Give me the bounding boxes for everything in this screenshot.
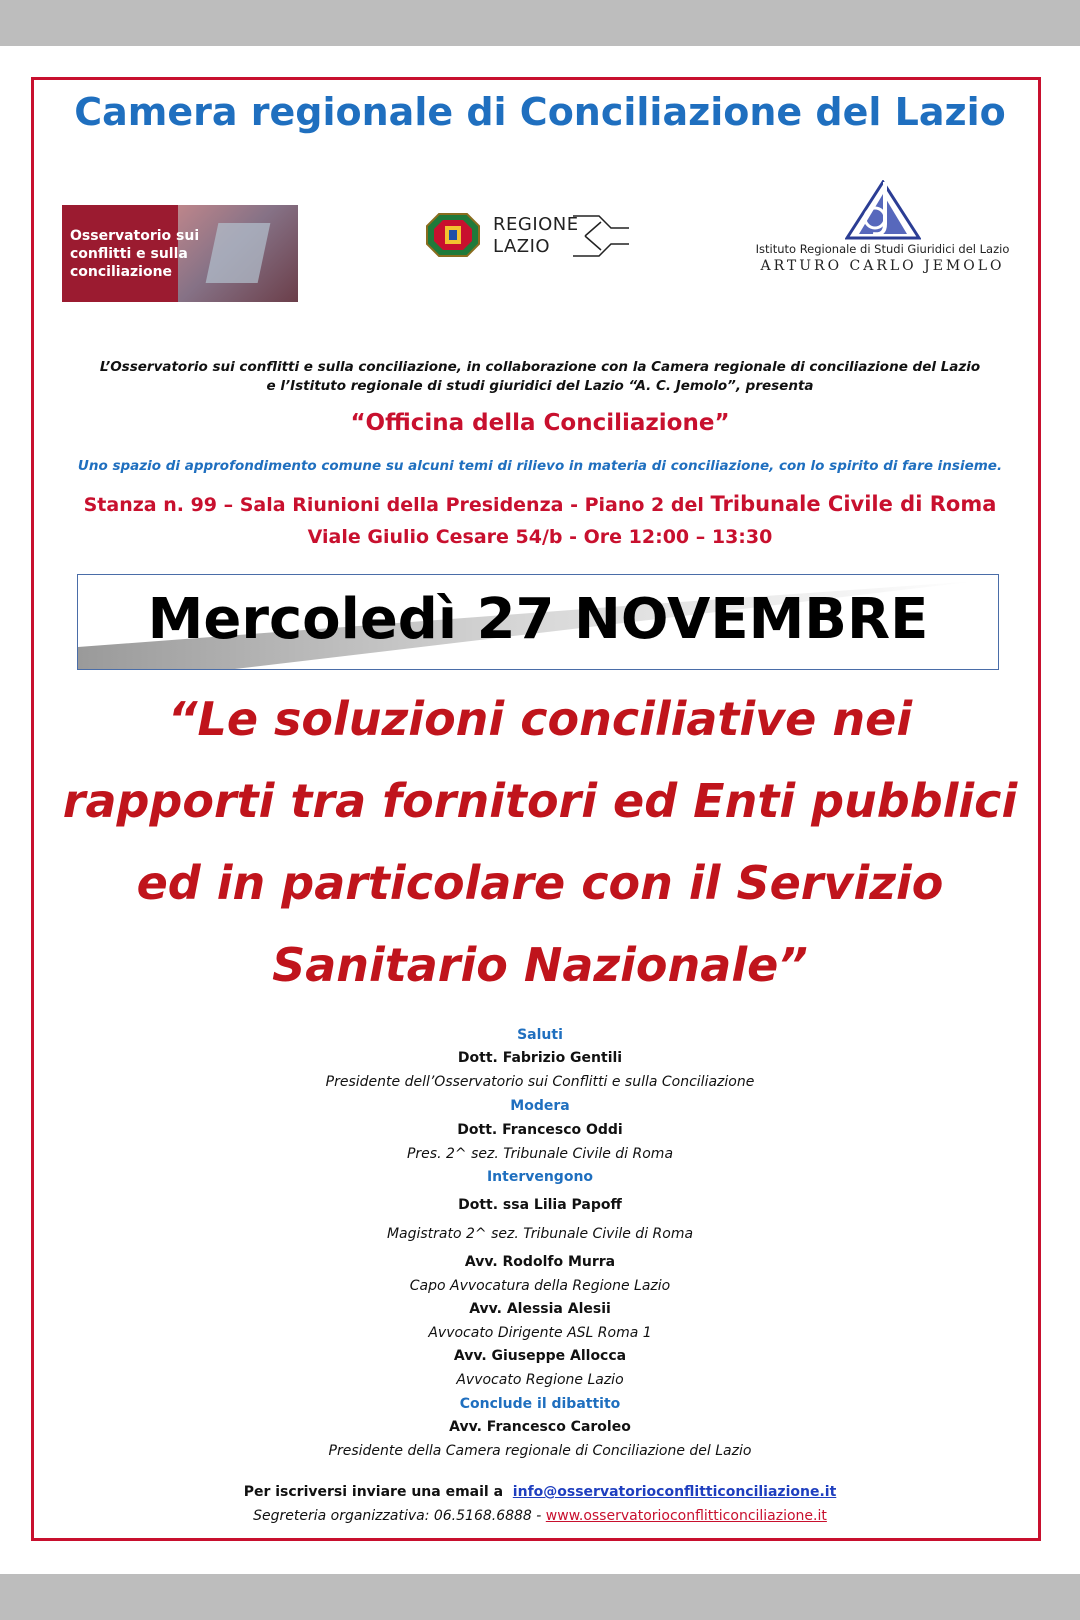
regione-logo-line1: REGIONE bbox=[493, 214, 579, 235]
istituto-logo-line1: Istituto Regionale di Studi Giuridici del Lazio bbox=[755, 242, 1010, 256]
program-speaker: Dott. Francesco Oddi bbox=[457, 1122, 623, 1138]
program-speaker: Avv. Giuseppe Allocca bbox=[453, 1348, 627, 1364]
page-title: Camera regionale di Conciliazione del Lazio bbox=[74, 90, 1006, 134]
program-speaker-title: Avvocato Dirigente ASL Roma 1 bbox=[428, 1325, 652, 1341]
event-location: Stanza n. 99 – Sala Riunioni della Presidenza - Piano 2 del Tribunale Civile di Roma bbox=[83, 492, 997, 516]
istituto-jemolo-logo bbox=[745, 180, 1020, 280]
topic-line: “Le soluzioni conciliative nei bbox=[167, 692, 913, 746]
program-role: Saluti bbox=[517, 1027, 563, 1043]
program-speaker-title: Presidente della Camera regionale di Conciliazione del Lazio bbox=[328, 1443, 752, 1459]
intro-text: L’Osservatorio sui conflitti e sulla conciliazione, in collaborazione con la Camera regionale di conciliazione del Lazio e l’Istituto regionale di studi giuridici del Lazio “A. C. Jemolo”, presenta bbox=[99, 359, 981, 394]
email-link[interactable]: info@osservatorioconflitticonciliazione.it bbox=[512, 1484, 837, 1500]
regione-logo-lines-icon bbox=[571, 214, 631, 258]
program-role: Modera bbox=[510, 1098, 570, 1114]
topic-line: rapporti tra fornitori ed Enti pubblici bbox=[62, 774, 1018, 828]
program-speaker-title: Pres. 2^ sez. Tribunale Civile di Roma bbox=[406, 1146, 674, 1162]
program-role: Intervengono bbox=[486, 1169, 594, 1185]
topic-line: Sanitario Nazionale” bbox=[272, 938, 808, 992]
istituto-logo-line2: ARTURO CARLO JEMOLO bbox=[760, 258, 1005, 274]
istituto-mark-icon bbox=[845, 180, 921, 240]
event-date: Mercoledì 27 NOVEMBRE bbox=[147, 587, 929, 652]
secretary-line: Segreteria organizzativa: 06.5168.6888 - www.osservatorioconflitticonciliazione.it bbox=[253, 1508, 827, 1524]
regione-crest-icon bbox=[425, 212, 481, 258]
regione-logo-line2: LAZIO bbox=[493, 236, 551, 257]
regione-lazio-logo bbox=[425, 210, 655, 270]
program-speaker: Dott. Fabrizio Gentili bbox=[457, 1050, 623, 1066]
date-banner bbox=[77, 574, 999, 670]
program-speaker: Avv. Alessia Alesii bbox=[469, 1301, 611, 1317]
program-speaker: Dott. ssa Lilia Papoff bbox=[458, 1197, 622, 1213]
program-speaker-title: Avvocato Regione Lazio bbox=[456, 1372, 624, 1388]
program-speaker: Avv. Rodolfo Murra bbox=[464, 1254, 616, 1270]
program-speaker-title: Magistrato 2^ sez. Tribunale Civile di Roma bbox=[386, 1226, 694, 1242]
event-tagline: Uno spazio di approfondimento comune su alcuni temi di rilievo in materia di conciliazione, con lo spirito di fare insieme. bbox=[77, 458, 1003, 474]
osservatorio-logo-text: Osservatorio sui conflitti e sulla conciliazione bbox=[70, 228, 200, 280]
osservatorio-logo bbox=[62, 205, 298, 302]
signup-line: Per iscriversi inviare una email a info@osservatorioconflitticonciliazione.it bbox=[243, 1484, 837, 1500]
program-role: Conclude il dibattito bbox=[459, 1396, 621, 1412]
program-speaker: Avv. Francesco Caroleo bbox=[449, 1419, 631, 1435]
website-link[interactable]: www.osservatorioconflitticonciliazione.it bbox=[545, 1508, 827, 1524]
program-speaker-title: Presidente dell’Osservatorio sui Conflitti e sulla Conciliazione bbox=[325, 1074, 755, 1090]
topic-line: ed in particolare con il Servizio bbox=[136, 856, 944, 910]
event-address-time: Viale Giulio Cesare 54/b - Ore 12:00 – 13:30 bbox=[307, 526, 773, 548]
program-speaker-title: Capo Avvocatura della Regione Lazio bbox=[409, 1278, 671, 1294]
event-name: “Officina della Conciliazione” bbox=[350, 410, 730, 436]
